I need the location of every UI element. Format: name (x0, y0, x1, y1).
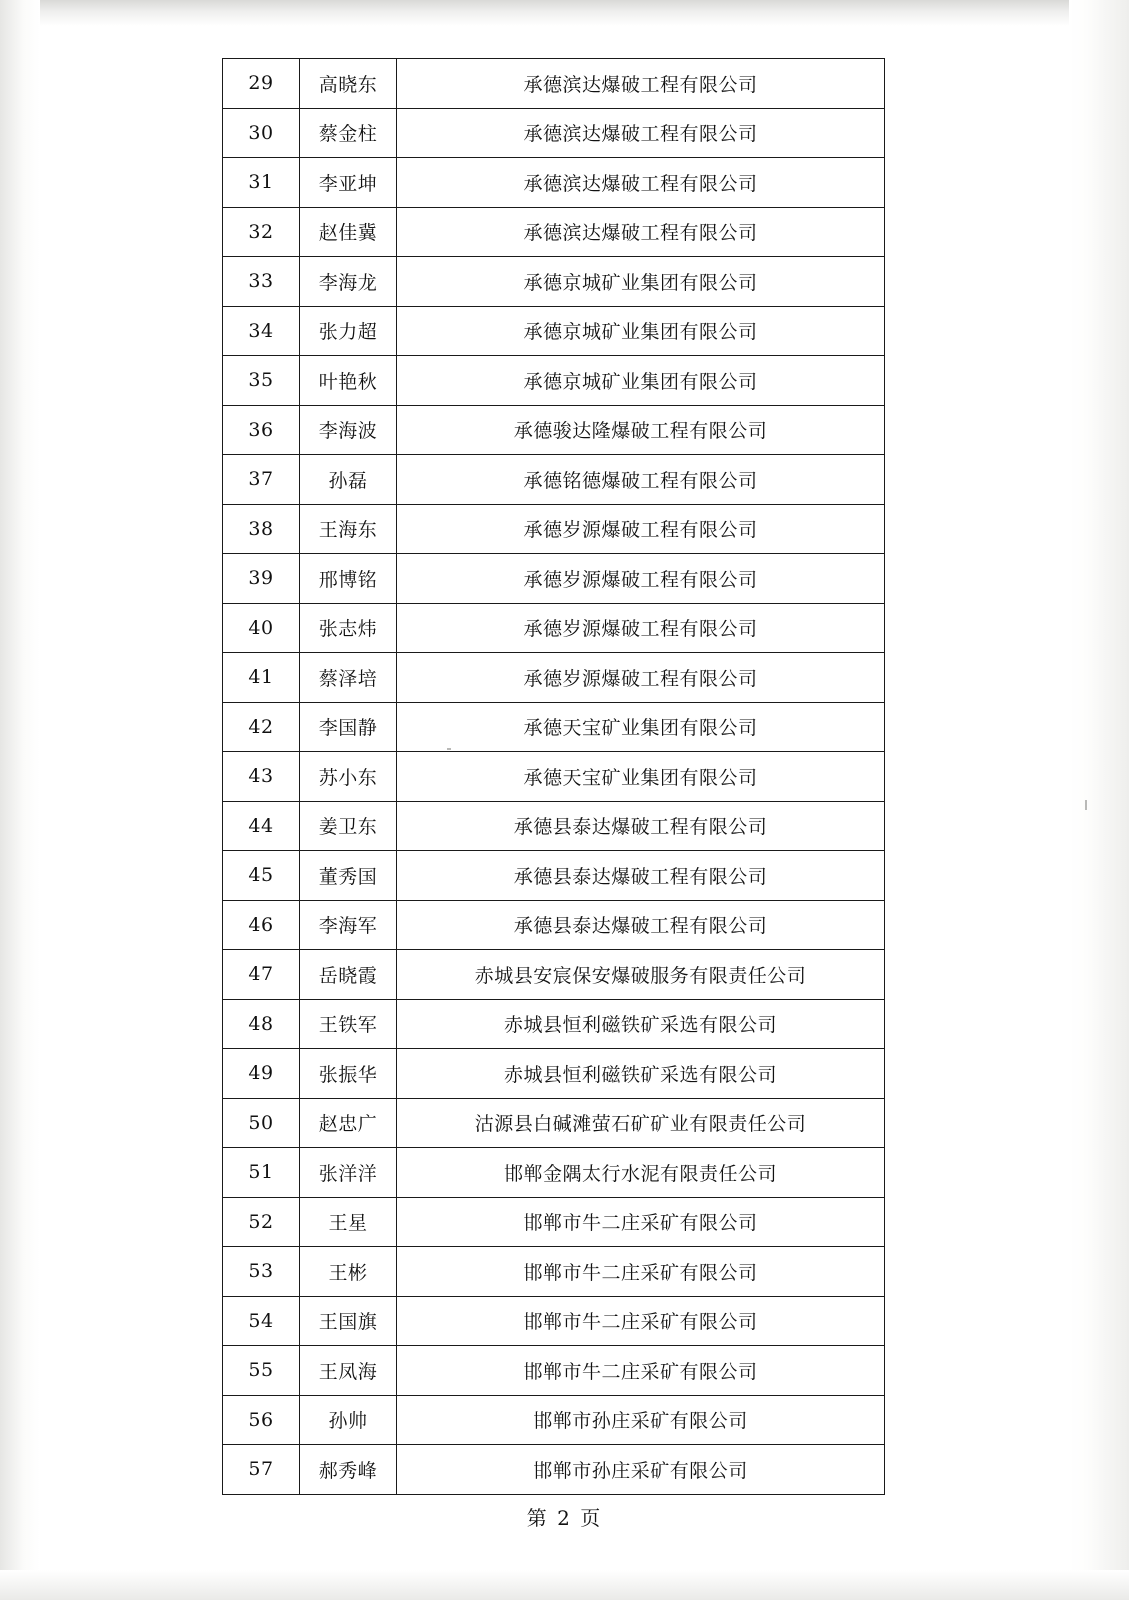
table-row (223, 257, 885, 307)
row-index: 56 (223, 1395, 300, 1445)
table-row (223, 554, 885, 604)
row-unit: 承德岁源爆破工程有限公司 (397, 653, 885, 703)
row-name: 张振华 (300, 1049, 397, 1099)
row-unit: 承德京城矿业集团有限公司 (397, 306, 885, 356)
table-row (223, 158, 885, 208)
table-row (223, 801, 885, 851)
row-index: 39 (223, 554, 300, 604)
row-unit: 承德骏达隆爆破工程有限公司 (397, 405, 885, 455)
table-row (223, 1098, 885, 1148)
scan-speck (1085, 800, 1087, 810)
row-unit: 承德岁源爆破工程有限公司 (397, 554, 885, 604)
table-row (223, 455, 885, 505)
row-unit: 承德天宝矿业集团有限公司 (397, 702, 885, 752)
row-name: 孙磊 (300, 455, 397, 505)
table-row (223, 306, 885, 356)
row-unit: 承德岁源爆破工程有限公司 (397, 603, 885, 653)
row-unit: 沽源县白碱滩萤石矿矿业有限责任公司 (397, 1098, 885, 1148)
row-unit: 承德滨达爆破工程有限公司 (397, 59, 885, 109)
row-name: 蔡金柱 (300, 108, 397, 158)
row-name: 王国旗 (300, 1296, 397, 1346)
table-row (223, 1395, 885, 1445)
personnel-roster-table (222, 58, 885, 1495)
row-name: 董秀国 (300, 851, 397, 901)
row-unit: 邯郸市牛二庄采矿有限公司 (397, 1197, 885, 1247)
row-unit: 承德滨达爆破工程有限公司 (397, 108, 885, 158)
row-index: 45 (223, 851, 300, 901)
row-unit: 邯郸市牛二庄采矿有限公司 (397, 1247, 885, 1297)
row-index: 29 (223, 59, 300, 109)
table-row (223, 1445, 885, 1495)
table-row (223, 1148, 885, 1198)
row-index: 33 (223, 257, 300, 307)
row-name: 王彬 (300, 1247, 397, 1297)
row-name: 郝秀峰 (300, 1445, 397, 1495)
row-name: 张力超 (300, 306, 397, 356)
table-row (223, 1296, 885, 1346)
scan-edge-shading-left (0, 0, 40, 1600)
row-name: 李海军 (300, 900, 397, 950)
row-index: 44 (223, 801, 300, 851)
roster-table-body (223, 59, 885, 1495)
page-number-label: 第 2 页 (526, 1506, 603, 1530)
row-name: 王凤海 (300, 1346, 397, 1396)
row-index: 49 (223, 1049, 300, 1099)
row-name: 李海龙 (300, 257, 397, 307)
table-row (223, 900, 885, 950)
table-row (223, 405, 885, 455)
row-name: 孙帅 (300, 1395, 397, 1445)
row-unit: 邯郸市孙庄采矿有限公司 (397, 1445, 885, 1495)
row-name: 张志炜 (300, 603, 397, 653)
row-index: 53 (223, 1247, 300, 1297)
table-row (223, 702, 885, 752)
row-index: 48 (223, 999, 300, 1049)
row-index: 55 (223, 1346, 300, 1396)
table-row (223, 356, 885, 406)
row-name: 王海东 (300, 504, 397, 554)
row-unit: 邯郸市牛二庄采矿有限公司 (397, 1346, 885, 1396)
table-row (223, 1197, 885, 1247)
row-unit: 邯郸金隅太行水泥有限责任公司 (397, 1148, 885, 1198)
row-index: 36 (223, 405, 300, 455)
row-index: 38 (223, 504, 300, 554)
row-name: 李国静 (300, 702, 397, 752)
scan-edge-shading-bottom (0, 1570, 1129, 1600)
table-row (223, 1247, 885, 1297)
row-index: 31 (223, 158, 300, 208)
row-index: 41 (223, 653, 300, 703)
row-unit: 邯郸市牛二庄采矿有限公司 (397, 1296, 885, 1346)
table-row (223, 603, 885, 653)
row-name: 苏小东 (300, 752, 397, 802)
row-index: 30 (223, 108, 300, 158)
row-index: 43 (223, 752, 300, 802)
scan-edge-shading-right (1069, 0, 1129, 1600)
row-unit: 承德滨达爆破工程有限公司 (397, 207, 885, 257)
row-index: 42 (223, 702, 300, 752)
row-unit: 赤城县恒利磁铁矿采选有限公司 (397, 1049, 885, 1099)
row-index: 34 (223, 306, 300, 356)
row-unit: 承德岁源爆破工程有限公司 (397, 504, 885, 554)
row-name: 姜卫东 (300, 801, 397, 851)
table-row (223, 752, 885, 802)
row-index: 57 (223, 1445, 300, 1495)
row-unit: 承德京城矿业集团有限公司 (397, 257, 885, 307)
row-index: 35 (223, 356, 300, 406)
table-row (223, 59, 885, 109)
row-index: 37 (223, 455, 300, 505)
table-row (223, 1049, 885, 1099)
table-row (223, 653, 885, 703)
row-name: 赵忠广 (300, 1098, 397, 1148)
row-name: 高晓东 (300, 59, 397, 109)
scan-edge-shading-top (0, 0, 1129, 26)
row-name: 王星 (300, 1197, 397, 1247)
row-unit: 承德京城矿业集团有限公司 (397, 356, 885, 406)
table-row (223, 207, 885, 257)
row-name: 邢博铭 (300, 554, 397, 604)
row-unit: 承德县泰达爆破工程有限公司 (397, 900, 885, 950)
table-row (223, 851, 885, 901)
table-row (223, 504, 885, 554)
row-index: 40 (223, 603, 300, 653)
row-index: 54 (223, 1296, 300, 1346)
row-name: 张洋洋 (300, 1148, 397, 1198)
row-unit: 邯郸市孙庄采矿有限公司 (397, 1395, 885, 1445)
row-unit: 承德滨达爆破工程有限公司 (397, 158, 885, 208)
row-index: 51 (223, 1148, 300, 1198)
row-unit: 承德县泰达爆破工程有限公司 (397, 801, 885, 851)
row-index: 46 (223, 900, 300, 950)
table-row (223, 950, 885, 1000)
table-row (223, 999, 885, 1049)
row-name: 李海波 (300, 405, 397, 455)
row-name: 李亚坤 (300, 158, 397, 208)
row-unit: 承德天宝矿业集团有限公司 (397, 752, 885, 802)
row-unit: 赤城县安宸保安爆破服务有限责任公司 (397, 950, 885, 1000)
row-index: 32 (223, 207, 300, 257)
row-unit: 承德铭德爆破工程有限公司 (397, 455, 885, 505)
row-name: 蔡泽培 (300, 653, 397, 703)
row-name: 岳晓霞 (300, 950, 397, 1000)
row-index: 50 (223, 1098, 300, 1148)
page-footer (0, 1500, 1129, 1533)
row-name: 叶艳秋 (300, 356, 397, 406)
table-row (223, 1346, 885, 1396)
row-name: 赵佳冀 (300, 207, 397, 257)
row-unit: 承德县泰达爆破工程有限公司 (397, 851, 885, 901)
table-row (223, 108, 885, 158)
row-index: 52 (223, 1197, 300, 1247)
row-unit: 赤城县恒利磁铁矿采选有限公司 (397, 999, 885, 1049)
row-name: 王铁军 (300, 999, 397, 1049)
row-index: 47 (223, 950, 300, 1000)
